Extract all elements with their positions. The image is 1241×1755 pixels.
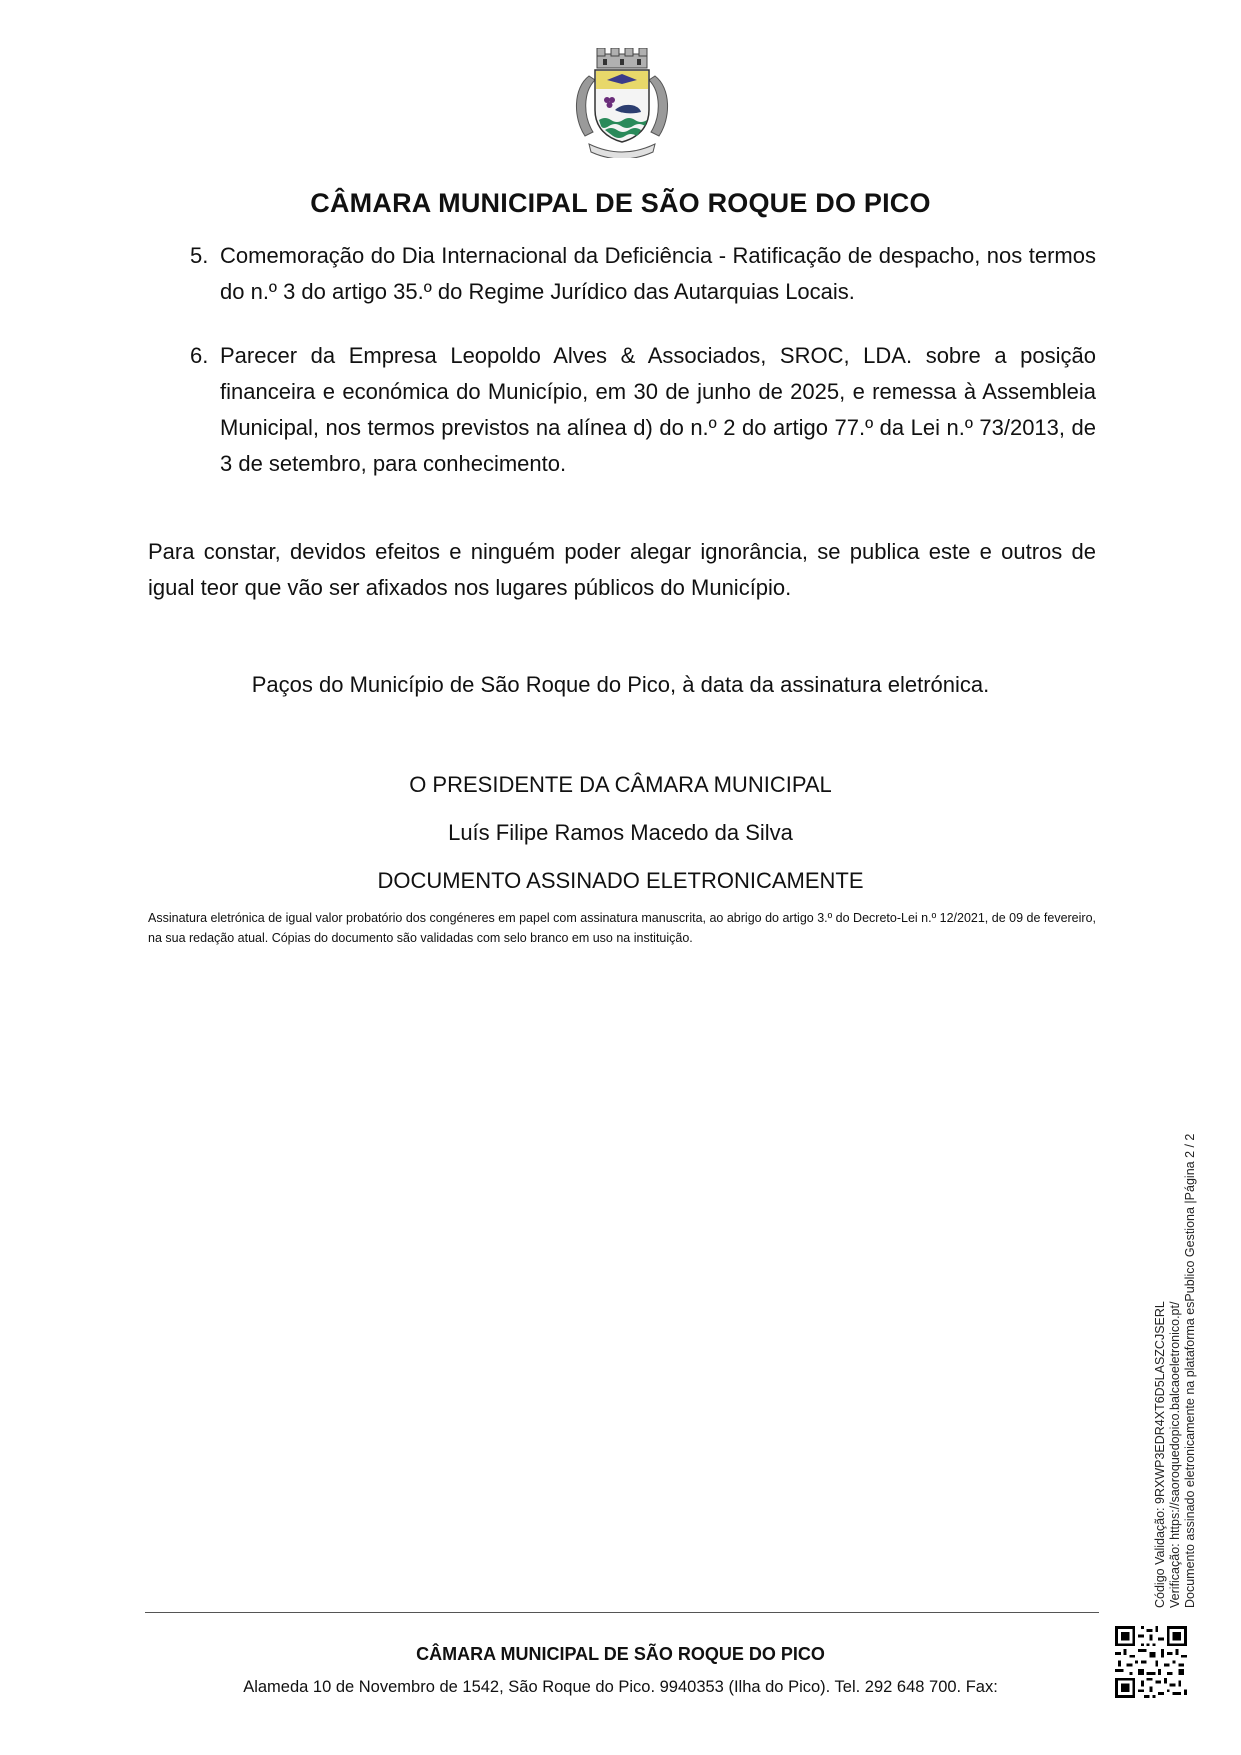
footer-divider — [145, 1612, 1099, 1613]
closing-paragraph: Para constar, devidos efeitos e ninguém poder alegar ignorância, se publica este e outros de igual teor que vão ser afixados nos lugares públicos do Município. — [148, 539, 1096, 600]
signatory-name: Luís Filipe Ramos Macedo da Silva — [448, 820, 793, 845]
validation-block — [1153, 1128, 1209, 1608]
place-date: Paços do Município de São Roque do Pico, à data da assinatura eletrónica. — [251, 672, 990, 697]
signatory-role: O PRESIDENTE DA CÂMARA MUNICIPAL — [409, 772, 832, 797]
agenda-item-6 — [190, 338, 1096, 482]
validation-platform: Documento assinado eletronicamente na plataforma esPublico Gestiona |Página 2 / 2 — [1183, 1133, 1197, 1608]
footer-title: CÂMARA MUNICIPAL DE SÃO ROQUE DO PICO — [416, 1644, 825, 1664]
validation-code: Código Validação: 9RXWP3EDR4XT6D5LASZCJSERL — [1153, 1301, 1167, 1608]
item-text: Comemoração do Dia Internacional da Deficiência - Ratificação de despacho, nos termos do n.º 3 do artigo 35.º do Regime Jurídico das Autarquias Locais. — [220, 243, 1096, 304]
page-info: Página 2 / 2 — [1183, 1133, 1197, 1201]
item-number: 6. — [190, 343, 209, 368]
signature-status: DOCUMENTO ASSINADO ELETRONICAMENTE — [377, 868, 864, 893]
municipal-crest-icon — [567, 48, 677, 158]
legal-note: Assinatura eletrónica de igual valor probatório dos congéneres em papel com assinatura manuscrita, ao abrigo do artigo 3.º do Decreto-Lei n.º 12/2021, de 09 de fevereiro, na sua redação atual. Cópias do documento são validadas com selo branco em uso na instituição. — [148, 911, 1096, 945]
item-text: Parecer da Empresa Leopoldo Alves & Associados, SROC, LDA. sobre a posição financeira e económica do Município, em 30 de junho de 2025, e remessa à Assembleia Municipal, nos termos previstos na alínea d) do n.º 2 do artigo 77.º da Lei n.º 73/2013, de 3 de setembro, para conhecimento. — [220, 343, 1096, 476]
document-title: CÂMARA MUNICIPAL DE SÃO ROQUE DO PICO — [310, 188, 931, 218]
item-number: 5. — [190, 243, 209, 268]
validation-url[interactable]: Verificação: https://saoroquedopico.balcaoeletronico.pt/ — [1168, 1301, 1182, 1608]
footer-address: Alameda 10 de Novembro de 1542, São Roque do Pico. 9940353 (Ilha do Pico). Tel. 292 648 700. Fax: — [243, 1678, 998, 1696]
agenda-item-5 — [190, 238, 1096, 310]
